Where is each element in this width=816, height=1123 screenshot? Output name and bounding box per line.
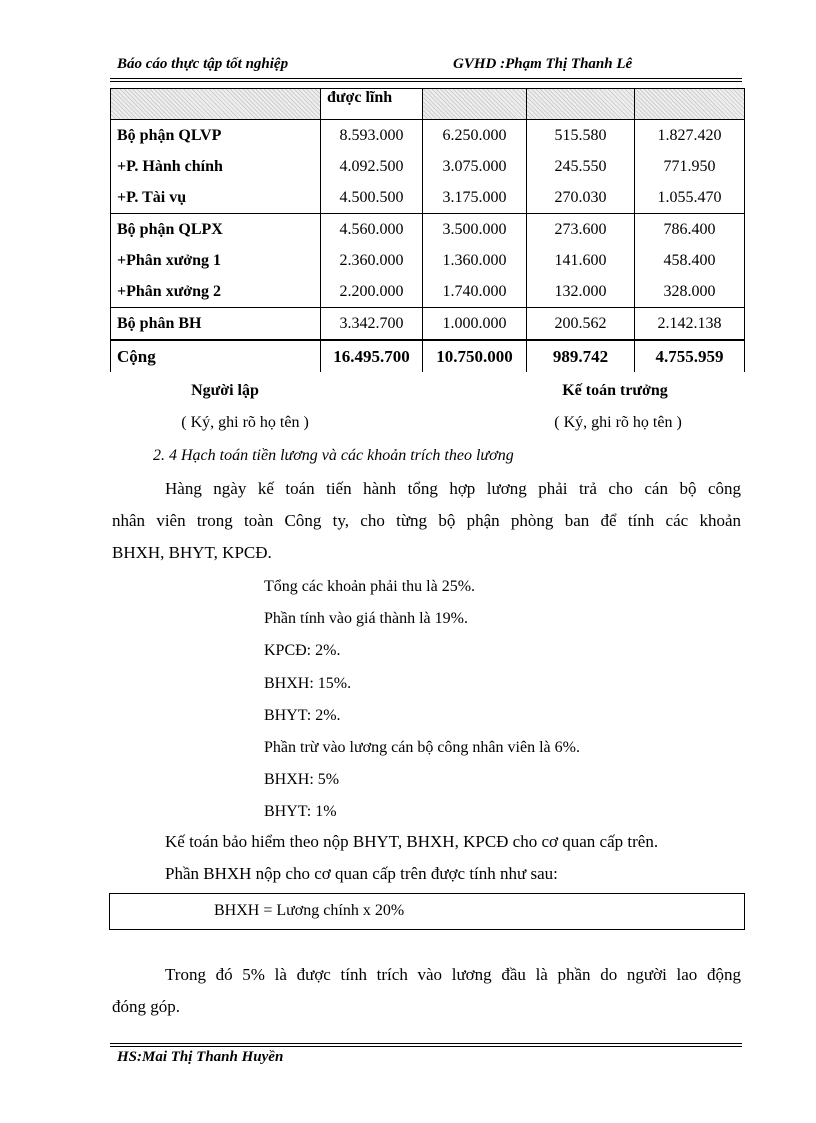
table-header-row — [111, 89, 745, 120]
header-rule — [110, 78, 742, 79]
row-value: 270.030 — [527, 182, 635, 214]
signature-accountant-note: ( Ký, ghi rõ họ tên ) — [554, 414, 682, 431]
rate-list-item: Tổng các khoản phải thu là 25%. — [264, 578, 476, 595]
rate-list-item: BHYT: 2%. — [264, 706, 341, 724]
signature-preparer-title: Người lập — [191, 382, 259, 399]
paragraph-1-line-1: Hàng ngày kế toán tiến hành tổng hợp lương phải trả cho cán bộ công — [165, 479, 741, 498]
row-value: 4.500.500 — [321, 182, 423, 214]
section-heading: 2. 4 Hạch toán tiền lương và các khoản trích theo lương — [153, 447, 514, 464]
rate-list-item: Phần tính vào giá thành là 19%. — [264, 610, 468, 628]
row-value: 132.000 — [527, 276, 635, 308]
table-total-row — [111, 340, 745, 372]
signature-accountant-title: Kế toán trưởng — [562, 382, 668, 399]
row-value: 245.550 — [527, 151, 635, 182]
row-value: 4.560.000 — [321, 214, 423, 246]
table-row — [111, 182, 745, 214]
row-value: 2.142.138 — [635, 308, 745, 341]
table-row — [111, 308, 745, 341]
row-value: 4.092.500 — [321, 151, 423, 182]
footer-student: HS:Mai Thị Thanh Huyền — [117, 1049, 284, 1065]
row-value: 1.055.470 — [635, 182, 745, 214]
row-label: +Phân xưởng 2 — [111, 276, 321, 308]
footer-rule-double — [110, 1046, 742, 1047]
row-label: +P. Tài vụ — [111, 182, 321, 214]
row-value: 458.400 — [635, 245, 745, 276]
row-label: Bộ phận QLPX — [111, 214, 321, 246]
rate-list-item: Phần trừ vào lương cán bộ công nhân viên là 6%. — [264, 739, 580, 756]
row-value: 273.600 — [527, 214, 635, 246]
table-header-cell — [527, 89, 635, 120]
formula-box — [109, 893, 745, 930]
row-value: 3.500.000 — [423, 214, 527, 246]
rate-list-item: BHXH: 5% — [264, 771, 340, 789]
header-rule-double — [110, 81, 742, 82]
table-row — [111, 120, 745, 152]
row-value: 2.200.000 — [321, 276, 423, 308]
row-value: 6.250.000 — [423, 120, 527, 152]
row-value: 1.827.420 — [635, 120, 745, 152]
rate-list-item: BHYT: 1% — [264, 803, 337, 821]
row-value: 141.600 — [527, 245, 635, 276]
row-value: 3.175.000 — [423, 182, 527, 214]
table-header-cell-received: được lĩnh — [321, 89, 423, 120]
total-value: 10.750.000 — [423, 340, 527, 372]
total-value: 4.755.959 — [635, 340, 745, 372]
table-row — [111, 245, 745, 276]
table-row — [111, 151, 745, 182]
header-supervisor: GVHD :Phạm Thị Thanh Lê — [453, 56, 633, 72]
row-value: 515.580 — [527, 120, 635, 152]
row-value: 771.950 — [635, 151, 745, 182]
paragraph-1-line-2: nhân viên trong toàn Công ty, cho từng bộ phận phòng ban để tính các khoản — [112, 511, 741, 530]
paragraph-2: Kế toán bảo hiểm theo nộp BHYT, BHXH, KPCĐ cho cơ quan cấp trên. — [165, 832, 659, 851]
row-value: 1.000.000 — [423, 308, 527, 341]
row-value: 3.075.000 — [423, 151, 527, 182]
row-value: 8.593.000 — [321, 120, 423, 152]
footer-rule — [110, 1043, 742, 1044]
table-header-cell — [635, 89, 745, 120]
total-value: 16.495.700 — [321, 340, 423, 372]
signature-preparer-note: ( Ký, ghi rõ họ tên ) — [181, 414, 309, 431]
row-value: 328.000 — [635, 276, 745, 308]
row-value: 1.740.000 — [423, 276, 527, 308]
rate-list-item: BHXH: 15%. — [264, 674, 352, 692]
total-value: 989.742 — [527, 340, 635, 372]
row-value: 2.360.000 — [321, 245, 423, 276]
row-value: 1.360.000 — [423, 245, 527, 276]
row-label: Bộ phận QLVP — [111, 120, 321, 152]
salary-table — [110, 88, 745, 372]
table-header-cell — [111, 89, 321, 120]
row-value: 786.400 — [635, 214, 745, 246]
header-report-title: Báo cáo thực tập tốt nghiệp — [117, 56, 289, 72]
row-label: +Phân xưởng 1 — [111, 245, 321, 276]
paragraph-3: Phần BHXH nộp cho cơ quan cấp trên được tính như sau: — [165, 864, 558, 883]
row-label: +P. Hành chính — [111, 151, 321, 182]
formula-text: BHXH = Lương chính x 20% — [214, 902, 405, 919]
row-value: 3.342.700 — [321, 308, 423, 341]
table-row — [111, 214, 745, 246]
paragraph-4-line-1: Trong đó 5% là được tính trích vào lương đầu là phần do người lao động — [165, 965, 741, 984]
paragraph-1-line-3: BHXH, BHYT, KPCĐ. — [112, 543, 272, 562]
total-label: Cộng — [111, 340, 321, 372]
row-label: Bộ phân BH — [111, 308, 321, 341]
row-value: 200.562 — [527, 308, 635, 341]
paragraph-4-line-2: đóng góp. — [112, 997, 180, 1016]
table-row — [111, 276, 745, 308]
rate-list-item: KPCĐ: 2%. — [264, 642, 341, 660]
table-header-cell — [423, 89, 527, 120]
